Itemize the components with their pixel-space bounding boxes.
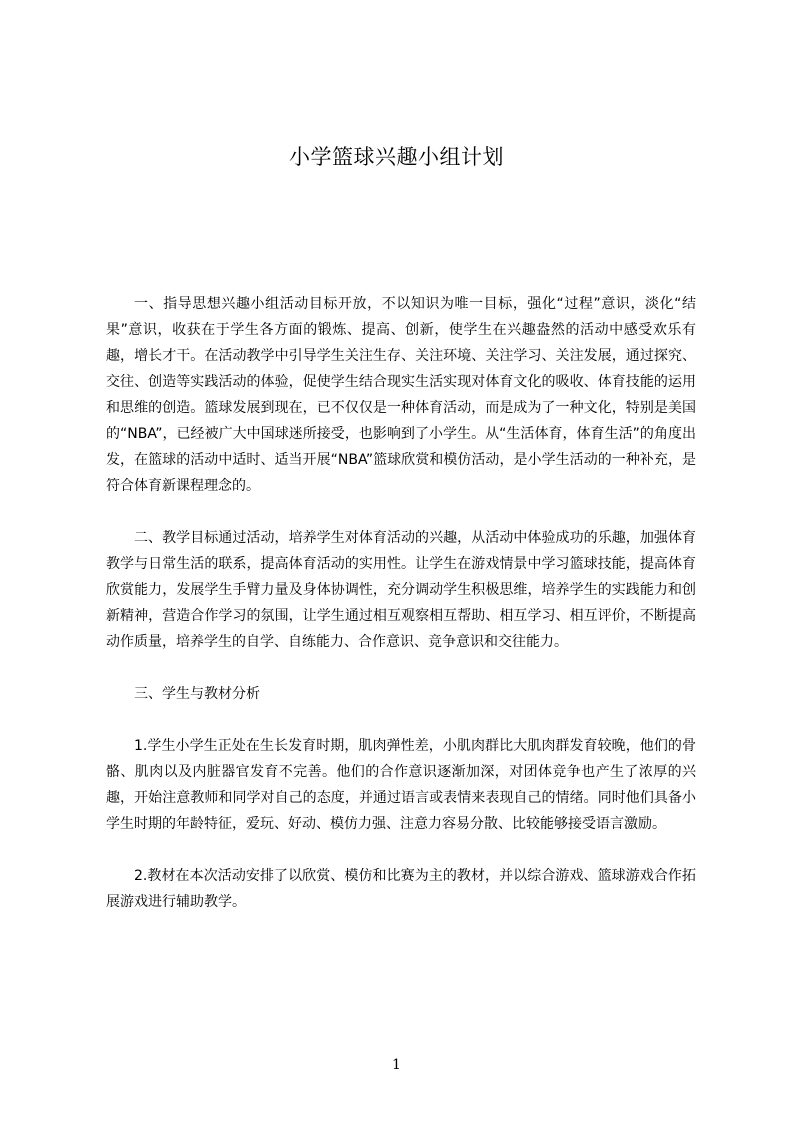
page-number: 1 (392, 1057, 401, 1073)
paragraph-guiding-ideology: 一、指导思想兴趣小组活动目标开放，不以知识为唯一目标，强化“过程”意识，淡化“结果”意识，收获在于学生各方面的锻炼、提高、创新，使学生在兴趣盎然的活动中感受欢乐有趣，增长才干。在活动教学中引导学生关注生存、关注环境、关注学习、关注发展，通过探究、交往、创造等实践活动的体验，促使学生结合现实生活实现对体育文化的吸收、体育技能的运用和思维的创造。篮球发展到现在，已不仅仅是一种体育活动，而是成为了一种文化，特别是美国的“NBA”，已经被广大中国球迷所接受，也影响到了小学生。从“生活体育，体育生活”的角度出发，在篮球的活动中适时、适当开展“NBA”篮球欣赏和模仿活动，是小学生活动的一种补充，是符合体育新课程理念的。 (106, 296, 696, 494)
paragraph-student-analysis: 1.学生小学生正处在生长发育时期，肌肉弹性差，小肌肉群比大肌肉群发育较晚，他们的骨骼、肌肉以及内脏器官发育不完善。他们的合作意识逐渐加深，对团体竞争也产生了浓厚的兴趣，开始注意教师和同学对自己的态度，并通过语言或表情来表现自己的情绪。同时他们具备小学生时期的年龄特征，爱玩、好动、模仿力强、注意力容易分散、比较能够接受语言激励。 (106, 738, 696, 832)
paragraph-material-analysis: 2.教材在本次活动安排了以欣赏、模仿和比赛为主的教材，并以综合游戏、篮球游戏合作拓展游戏进行辅助教学。 (106, 868, 696, 910)
document-body (106, 291, 696, 915)
document-title: 小学篮球兴趣小组计划 (289, 145, 504, 169)
paragraph-teaching-goals: 二、教学目标通过活动，培养学生对体育活动的兴趣，从活动中体验成功的乐趣，加强体育教学与日常生活的联系，提高体育活动的实用性。让学生在游戏情景中学习篮球技能，提高体育欣赏能力，发展学生手臂力量及身体协调性，充分调动学生积极思维，培养学生的实践能力和创新精神，营造合作学习的氛围，让学生通过相互观察相互帮助、相互学习、相互评价，不断提高动作质量，培养学生的自学、自练能力、合作意识、竞争意识和交往能力。 (106, 530, 696, 650)
paragraph-section-heading-analysis: 三、学生与教材分析 (134, 686, 260, 702)
